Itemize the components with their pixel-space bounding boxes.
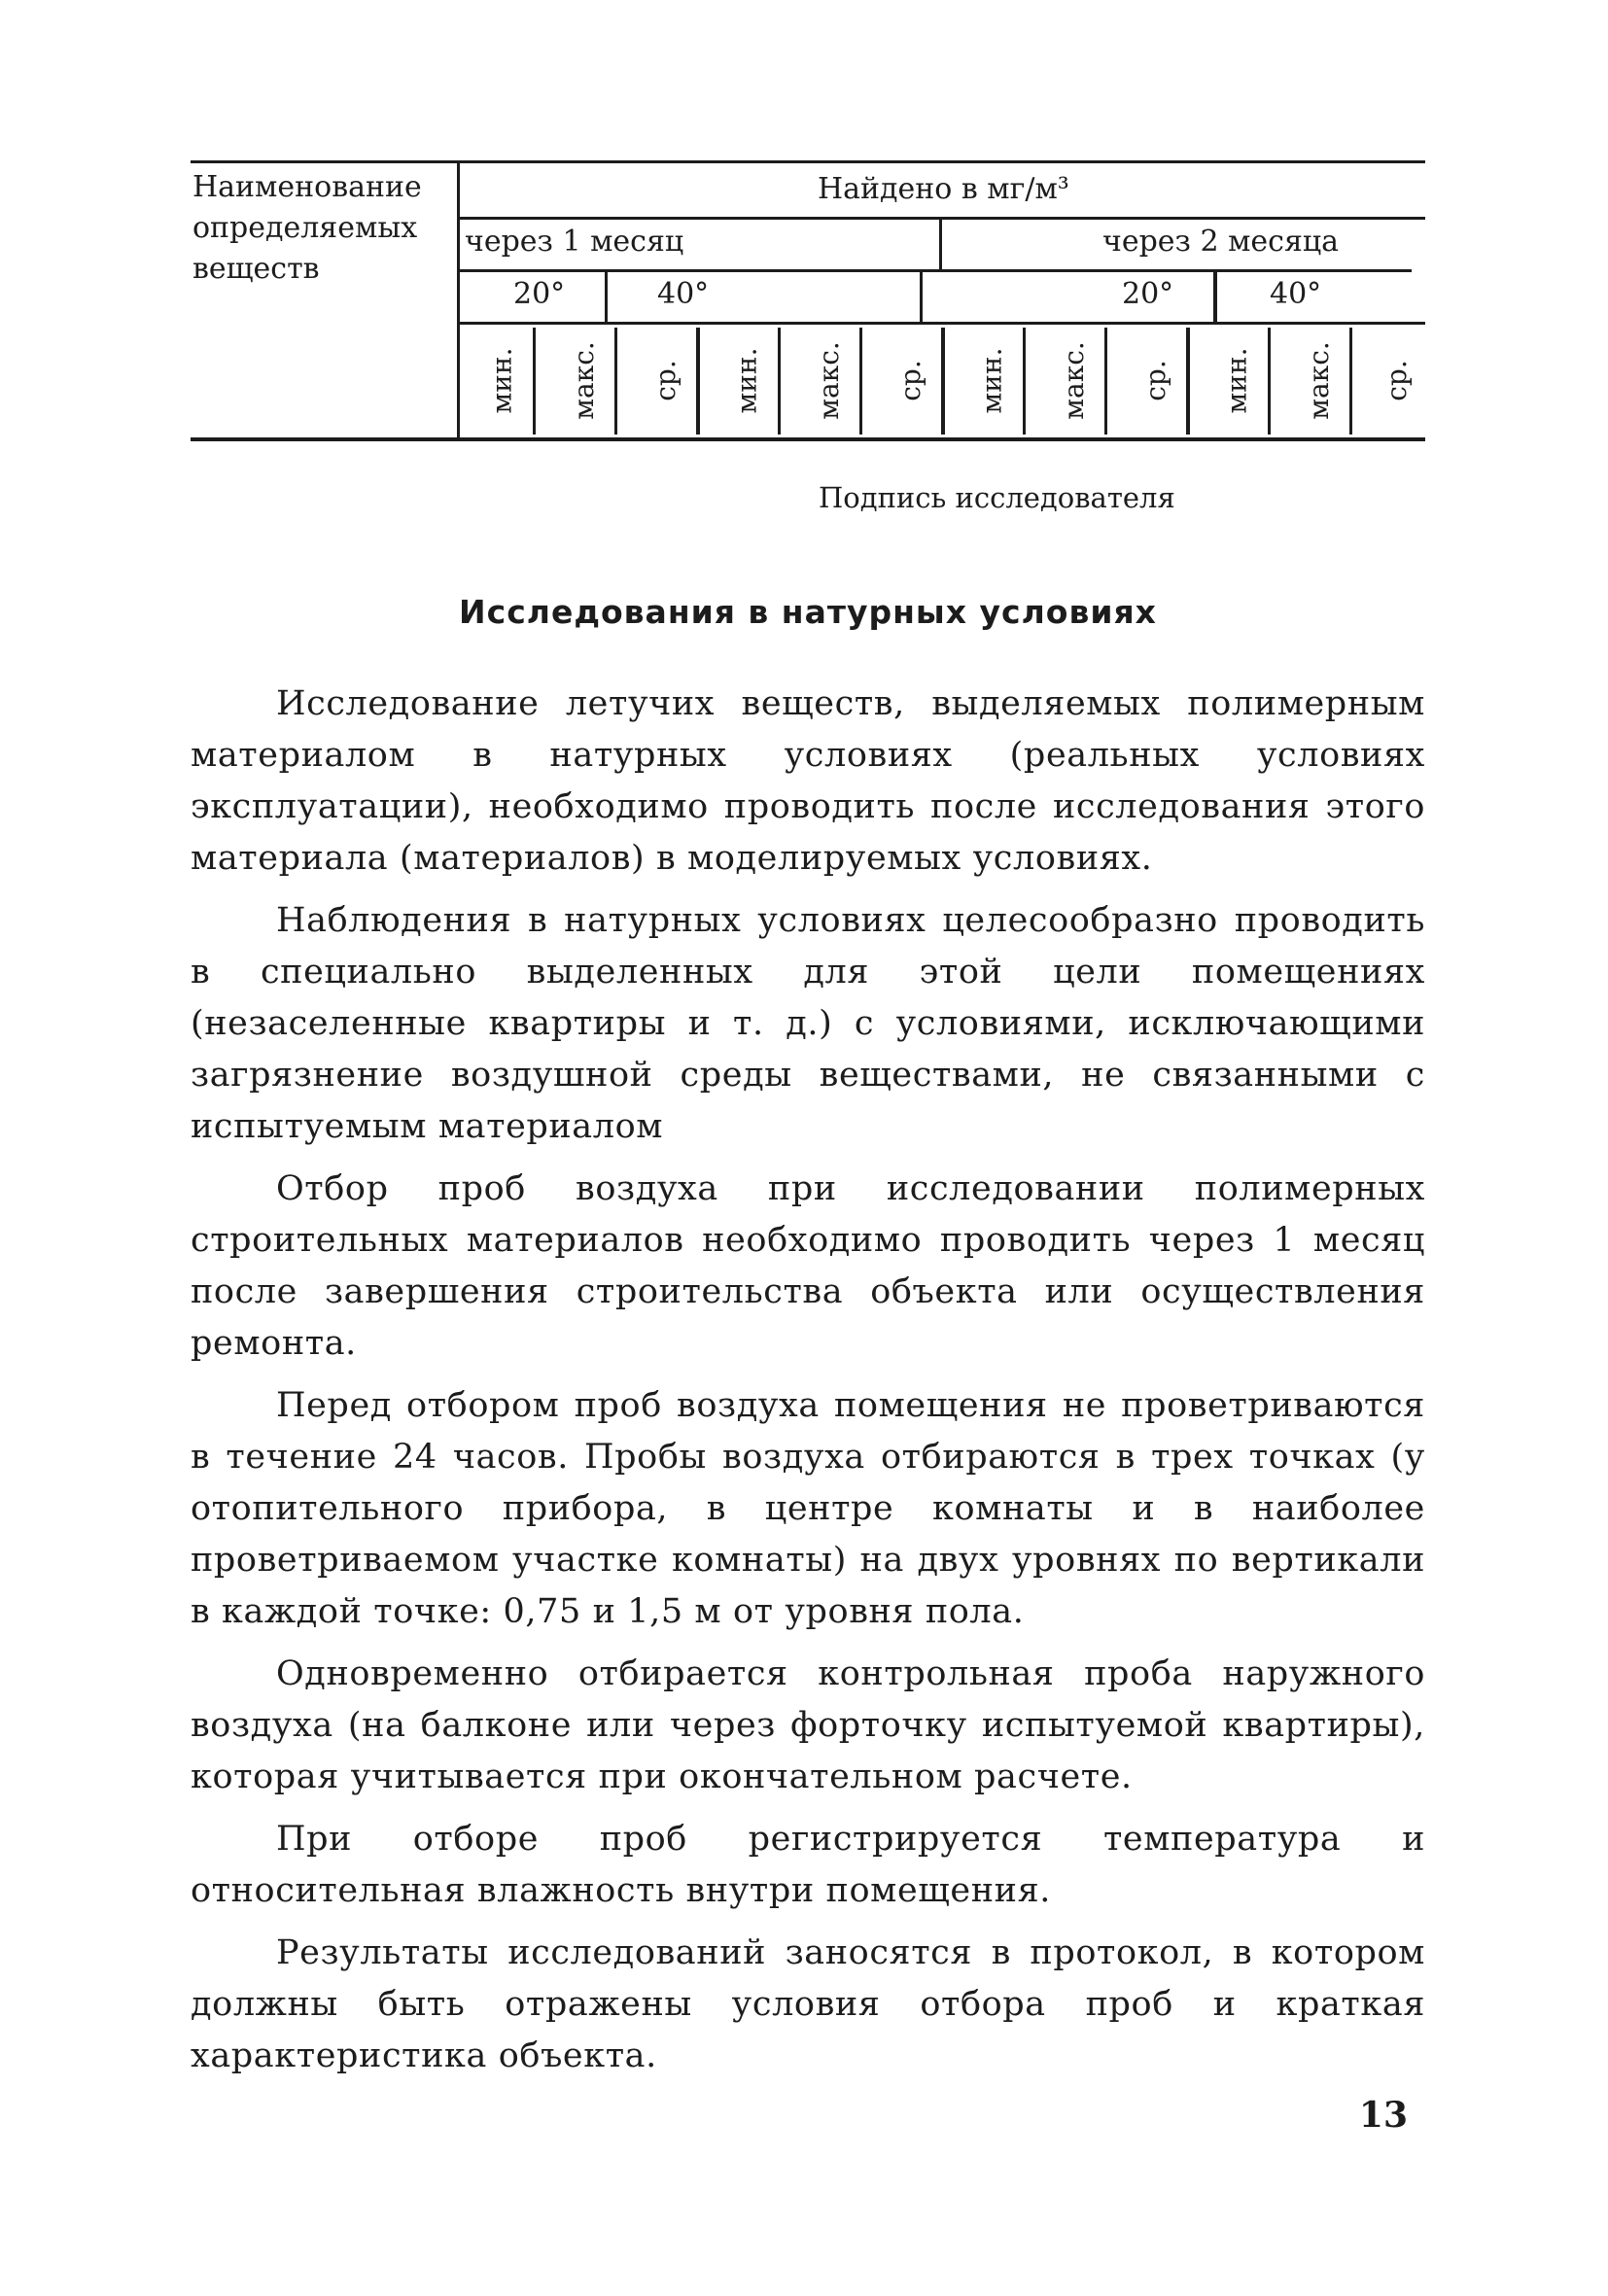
body-text [191,678,1425,2093]
stat-col-min: мин. [1220,346,1253,414]
stat-col-max: макс. [567,340,600,420]
table-rule-temps [459,269,1412,272]
temp-20-header-2: 20° [1122,277,1174,311]
table-divider-temp2 [920,269,923,324]
paragraph: Наблюдения в натурных условиях целесообразно проводить в специально выделенных для этой цели помещениях (незаселенные квартиры и т. д.) с условиями, исключающими загрязнение воздушной среды веществами, не связанными с испытуемым материалом [191,901,1425,1146]
table-divider-temp1 [605,269,608,324]
paragraph: Одновременно отбирается контрольная проба наружного воздуха (на балконе или через форточку испытуемой квартиры), которая учитывается при окончательном расчете. [191,1654,1425,1796]
table-bottom-rule [191,437,1425,441]
temp-40-header-2: 40° [1270,277,1322,311]
temp-20-header-1: 20° [513,277,566,311]
table-divider-main [457,160,460,440]
row-header-line-2: определяемых [192,211,418,245]
table-divider-periods [939,217,942,271]
stat-divider [533,328,536,435]
stat-col-max: макс. [1302,340,1335,420]
stat-col-max: макс. [812,340,845,420]
stat-divider [1186,328,1190,435]
stat-divider [696,328,700,435]
stat-col-avg: ср. [1380,359,1413,401]
paragraph: Отбор проб воздуха при исследовании полимерных строительных материалов необходимо проводить через 1 месяц после завершения строительства объекта или осуществления ремонта. [191,1169,1425,1363]
page-number: 13 [1358,2095,1408,2136]
stat-col-max: макс. [1057,340,1090,420]
temp-40-header-1: 40° [657,277,710,311]
stat-divider [1268,328,1271,435]
period-2-header: через 2 месяца [1102,225,1340,259]
section-heading: Исследования в натурных условиях [459,593,1157,631]
stat-divider [1104,328,1107,435]
stat-divider [614,328,617,435]
stat-col-avg: ср. [1138,359,1171,401]
stat-col-avg: ср. [648,359,682,401]
row-header-line-1: Наименование [192,170,422,204]
paragraph: Перед отбором проб воздуха помещения не проветриваются в течение 24 часов. Пробы воздуха отбираются в трех точках (у отопительного прибора, в центре комнаты и в наиболее проветриваемом участке комнаты) на двух уровнях по вертикали в каждой точке: 0,75 и 1,5 м от уровня пола. [191,1386,1425,1631]
stat-divider [1023,328,1026,435]
table-divider-temp3 [1213,269,1217,324]
period-1-header: через 1 месяц [465,225,684,259]
results-table [191,160,1425,442]
paragraph: Результаты исследований заносятся в протокол, в котором должны быть отражены условия отбора проб и краткая характеристика объекта. [191,1933,1425,2075]
row-header-line-3: веществ [192,252,320,286]
found-header: Найдено в мг/м³ [818,172,1069,206]
signature-caption: Подпись исследователя [819,481,1175,514]
stat-divider [941,328,945,435]
table-top-rule [191,160,1425,163]
paragraph: Исследование летучих веществ, выделяемых полимерным материалом в натурных условиях (реальных условиях эксплуатации), необходимо проводить после исследования этого материала (материалов) в моделируемых условиях. [191,684,1425,878]
stat-col-min: мин. [975,346,1008,414]
paragraph: При отборе проб регистрируется температура и относительная влажность внутри помещения. [191,1820,1425,1910]
stat-col-min: мин. [485,346,518,414]
stat-divider [1349,328,1352,435]
table-rule-periods [459,217,1425,220]
stat-divider [859,328,862,435]
stat-divider [778,328,781,435]
stat-col-min: мин. [730,346,763,414]
stat-col-avg: ср. [893,359,926,401]
